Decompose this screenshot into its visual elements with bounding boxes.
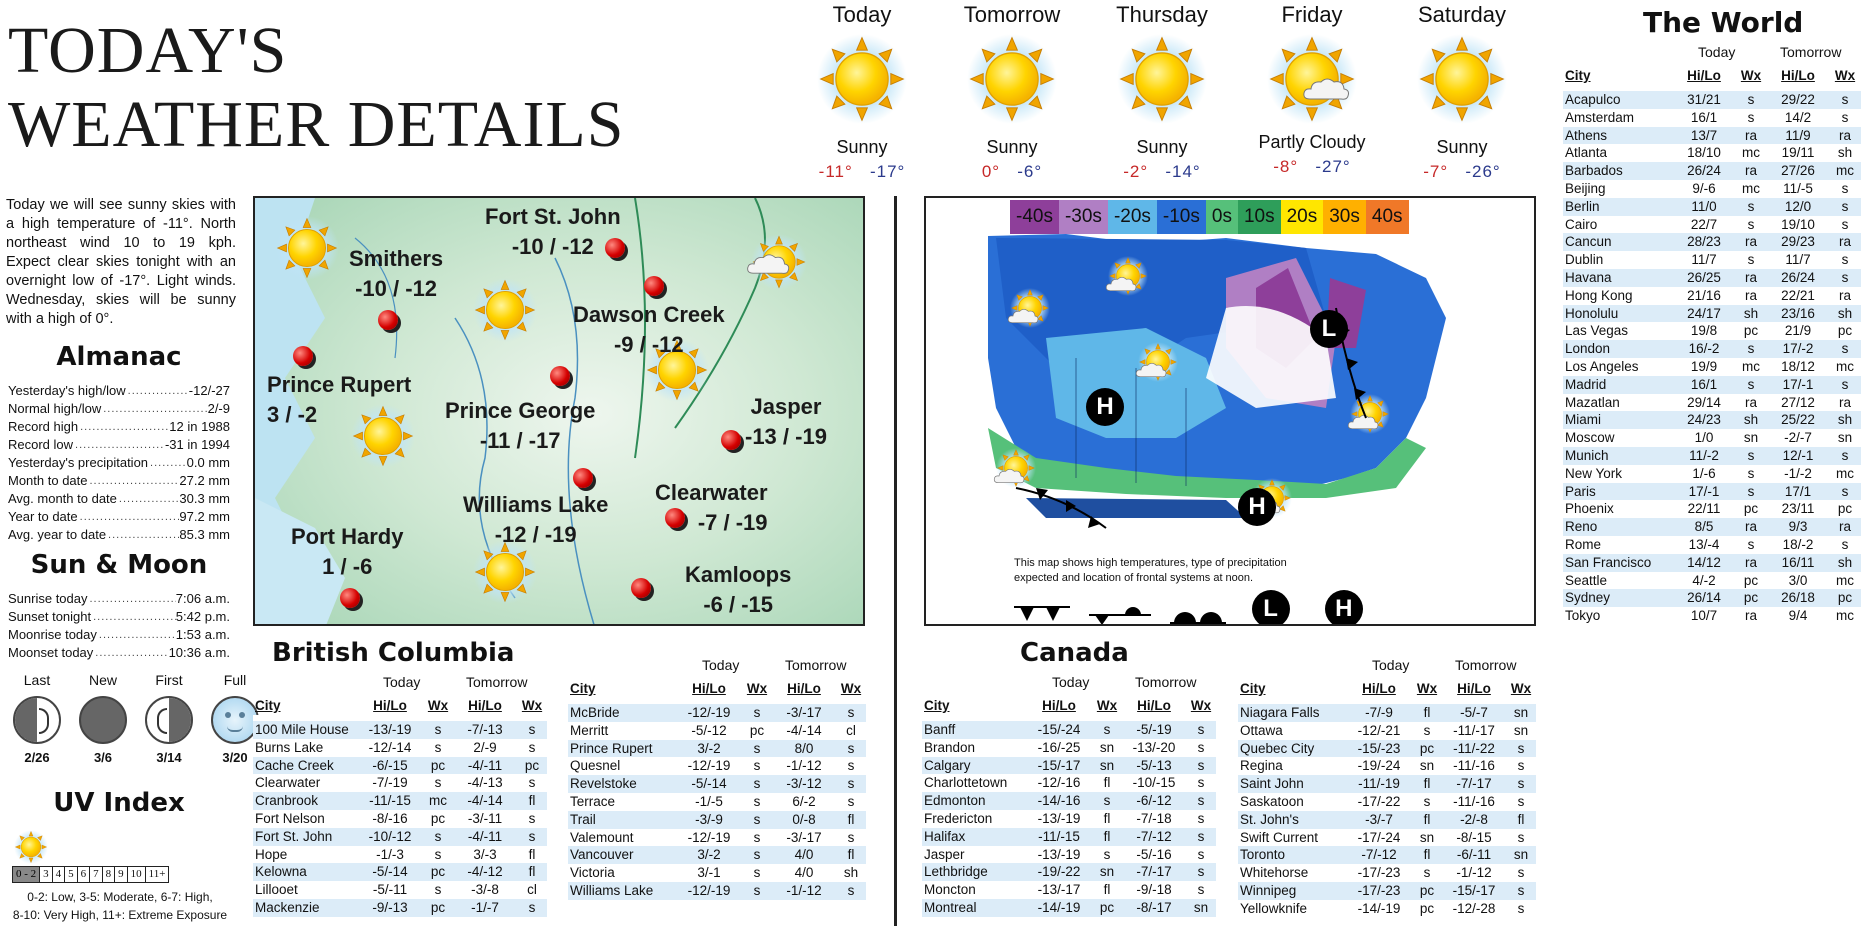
uv-legend: 0-2: Low, 3-5: Moderate, 6-7: High, 8-10: Very High, 11+: Extreme Exposure [12, 890, 228, 922]
legend-swatch: -30s [1059, 200, 1108, 234]
table-row: Moncton -13/-17 fl -9/-18 s [924, 882, 1205, 898]
forecast-condition: Sunny [1136, 137, 1188, 157]
weather-table: City Hi/Lo Wx Hi/Lo Wx Niagara Falls -7/-9 fl -5/-7 sn Ottawa -12/-21 s -11/-17 sn Quebec City -15/-23 pc -11/-22 s Regina -19/-24 sn -11/-16 s Saint John -11/-19 fl -7/-17 s Saskatoon -17/-22 s -11/-16 s St. John's -3/-7 fl -2/-8 fl Swift Current -17/-24 sn -8/-15 s Toronto -7/-12 fl -6/-11 sn Whitehorse -17/-23 s -1/-12 s Winnipeg -17/-23 pc -15/-17 s Yellowknife -14/-19 pc -12/-28 s [1238, 679, 1536, 918]
table-row: Mazatlan 29/14 ra 27/12 ra [1565, 394, 1851, 410]
sun-icon [1417, 34, 1507, 124]
cold-front-key [1012, 603, 1072, 626]
moon-phase-new: New 3/6 [76, 672, 130, 765]
table-row: Revelstoke -5/-14 s -3/-12 s [568, 775, 866, 793]
table-row: Hong Kong 21/16 ra 22/21 ra [1565, 287, 1851, 303]
table-row: Trail -3/-9 s 0/-8 fl [568, 811, 866, 829]
table-row: McBride -12/-19 s -3/-17 s [568, 704, 866, 722]
forecast-day [947, 2, 1077, 182]
table-row: Los Angeles 19/9 mc 18/12 mc [1565, 358, 1854, 374]
tomorrow-header: Tomorrow [1455, 657, 1517, 673]
sun-moon-heading: Sun & Moon [30, 550, 208, 580]
list-item: Year to date ..... 97.2 mm [8, 508, 230, 526]
partly-cloudy-icon [1267, 34, 1357, 124]
weather-table: City Hi/Lo Wx Hi/Lo Wx 100 Mile House -13/-19 s -7/-13 s Burns Lake -12/-14 s 2/-9 s Cache Creek -6/-15 pc -4/-11 pc Clearwater -7/-19 s -4/-13 s Cranbrook -11/-15 mc -4/-14 fl Fort Nelson -8/-16 pc -3/-11 s Fort St. John -10/-12 s -4/-11 s Hope -1/-3 s 3/-3 fl Kelowna -5/-14 pc -4/-12 fl Lillooet -5/-11 s -3/-8 cl Mackenzie -9/-13 pc -1/-7 s [253, 696, 547, 917]
uv-sun-icon [14, 830, 48, 864]
bc-label-port-hardy: Port Hardy 1 / -6 [291, 524, 404, 579]
forecast-condition: Sunny [1436, 137, 1488, 157]
table-row: Paris 17/-1 s 17/1 s [1563, 483, 1861, 501]
today-header: Today [1052, 674, 1090, 690]
table-row: Vancouver 3/-2 s 4/0 fl [568, 846, 866, 864]
table-row: Lethbridge -19/-22 sn -7/-17 s [922, 863, 1216, 881]
high-pressure-key: H [1314, 590, 1374, 626]
new-moon-icon [79, 696, 127, 744]
weather-table: City Hi/Lo Wx Hi/Lo Wx Banff -15/-24 s -5/-19 s Brandon -16/-25 sn -13/-20 s Calgary -15/-17 sn -5/-13 s Charlottetown -12/-16 fl -10/-15 s Edmonton -14/-16 s -6/-12 s Fredericton -13/-19 fl -7/-18 s Halifax -11/-15 fl -7/-12 s Jasper -13/-19 s -5/-16 s Lethbridge -19/-22 sn -7/-17 s Moncton -13/-17 fl -9/-18 s Montreal -14/-19 pc -8/-17 sn [922, 696, 1216, 917]
table-row: Yellowknife -14/-19 pc -12/-28 s [1240, 900, 1525, 916]
uv-scale-cell: 9 [115, 867, 128, 882]
table-row: Williams Lake -12/-19 s -1/-12 s [568, 882, 866, 900]
map-pin [378, 310, 398, 330]
british-columbia-heading: British Columbia [272, 638, 515, 668]
map-pin [644, 276, 664, 296]
table-row: Toronto -7/-12 fl -6/-11 sn [1238, 846, 1536, 864]
table-row: Fort St. John -10/-12 s -4/-11 s [253, 828, 547, 846]
list-item: Moonset today ..... 10:36 a.m. [8, 644, 230, 662]
list-item: Avg. year to date ..... 85.3 mm [8, 526, 230, 544]
table-row: Brandon -16/-25 sn -13/-20 s [924, 739, 1205, 755]
table-row: Edmonton -14/-16 s -6/-12 s [922, 792, 1216, 810]
table-row: Barbados 26/24 ra 27/26 mc [1563, 162, 1861, 180]
table-row: Phoenix 22/11 pc 23/11 pc [1565, 501, 1853, 517]
almanac-heading: Almanac [56, 342, 182, 372]
moon-phase-full: Full 3/20 [208, 672, 262, 765]
forecast-condition: Sunny [986, 137, 1038, 157]
moon-phases [10, 672, 262, 765]
world-heading: The World [1643, 6, 1804, 39]
sun-icon [817, 34, 907, 124]
table-row: Burns Lake -12/-14 s 2/-9 s [255, 739, 536, 755]
table-row: San Francisco 14/12 ra 16/11 sh [1563, 554, 1861, 572]
legend-swatch: 40s [1366, 200, 1409, 234]
column-divider [894, 196, 897, 926]
table-row: Banff -15/-24 s -5/-19 s [922, 721, 1216, 739]
last-quarter-moon-icon [13, 696, 61, 744]
almanac-list [8, 382, 230, 544]
canada-heading: Canada [1020, 638, 1129, 668]
tomorrow-header: Tomorrow [466, 674, 528, 690]
sun-icon [473, 278, 537, 342]
legend-swatch: 30s [1323, 200, 1366, 234]
table-row: Montreal -14/-19 pc -8/-17 sn [922, 899, 1216, 917]
forecast-temps: -7° -26° [1423, 162, 1501, 181]
table-row: Regina -19/-24 sn -11/-16 s [1240, 758, 1525, 774]
high-pressure-icon: H [1238, 488, 1276, 526]
bc-label-williams-lake: Williams Lake -12 / -19 [463, 492, 609, 547]
table-row: Miami 24/23 sh 25/22 sh [1563, 411, 1861, 429]
uv-scale-cell: 0 - 2 [13, 867, 40, 882]
table-row: Prince Rupert 3/-2 s 8/0 s [568, 740, 866, 758]
first-quarter-moon-icon [145, 696, 193, 744]
today-header: Today [702, 657, 740, 673]
full-moon-icon [211, 696, 259, 744]
table-row: 100 Mile House -13/-19 s -7/-13 s [253, 721, 547, 739]
bc-label-jasper: Jasper -13 / -19 [745, 394, 827, 449]
table-row: Niagara Falls -7/-9 fl -5/-7 sn [1238, 704, 1536, 722]
table-row: Saint John -11/-19 fl -7/-17 s [1238, 775, 1536, 793]
bc-label-prince-rupert: Prince Rupert 3 / -2 [267, 372, 412, 427]
uv-scale-cell: 5 [65, 867, 78, 882]
uv-scale-cell: 7 [90, 867, 103, 882]
warm-front-key [1168, 603, 1228, 626]
table-row: Ottawa -12/-21 s -11/-17 sn [1240, 722, 1529, 738]
table-row: Reno 8/5 ra 9/3 ra [1563, 518, 1861, 536]
table-row: Halifax -11/-15 fl -7/-12 s [922, 828, 1216, 846]
map-pin [340, 588, 360, 608]
forecast-temps: -11° -17° [818, 162, 906, 181]
table-row: Jasper -13/-19 s -5/-16 s [924, 846, 1205, 862]
legend-swatch: -20s [1108, 200, 1157, 234]
table-row: Quesnel -12/-19 s -1/-12 s [570, 758, 855, 774]
table-row: Havana 26/25 ra 26/24 s [1563, 269, 1861, 287]
table-row: Cairo 22/7 s 19/10 s [1565, 216, 1849, 232]
page-title: TODAY'S WEATHER DETAILS [8, 14, 625, 161]
today-header: Today [383, 674, 421, 690]
legend-swatch: -40s [1010, 200, 1059, 234]
forecast-day [1097, 2, 1227, 182]
forecast-day [797, 2, 927, 182]
table-row: Munich 11/-2 s 12/-1 s [1563, 447, 1861, 465]
bc-label-dawson-creek: Dawson Creek -9 / -12 [573, 302, 725, 357]
list-item: Month to date ..... 27.2 mm [8, 472, 230, 490]
table-row: Cache Creek -6/-15 pc -4/-11 pc [253, 757, 547, 775]
sun-icon [967, 34, 1057, 124]
table-row: Quebec City -15/-23 pc -11/-22 s [1238, 740, 1536, 758]
front-legend [1012, 590, 1374, 626]
table-row: Whitehorse -17/-23 s -1/-12 s [1240, 865, 1525, 881]
forecast-day-label: Today [832, 2, 892, 27]
table-row: Saskatoon -17/-22 s -11/-16 s [1240, 793, 1525, 809]
uv-scale-cell: 6 [78, 867, 91, 882]
today-header: Today [1372, 657, 1410, 673]
uv-scale-cell: 10 [128, 867, 146, 882]
table-row: New York 1/-6 s -1/-2 mc [1565, 465, 1854, 481]
uv-scale-cell: 3 [40, 867, 53, 882]
uv-scale [12, 866, 169, 883]
weather-table: City Hi/Lo Wx Hi/Lo Wx McBride -12/-19 s -3/-17 s Merritt -5/-12 pc -4/-14 cl Prince Rupert 3/-2 s 8/0 s Quesnel -12/-19 s -1/-12 s Revelstoke -5/-14 s -3/-12 s Terrace -1/-5 s 6/-2 s Trail -3/-9 s 0/-8 fl Valemount -12/-19 s -3/-17 s Vancouver 3/-2 s 4/0 fl Victoria 3/-1 s 4/0 sh Williams Lake -12/-19 s -1/-12 s [568, 679, 866, 900]
legend-swatch: -10s [1157, 200, 1206, 234]
table-row: Moscow 1/0 sn -2/-7 sn [1565, 430, 1853, 446]
table-row: Swift Current -17/-24 sn -8/-15 s [1240, 829, 1525, 845]
table-row: Hope -1/-3 s 3/-3 fl [255, 846, 536, 862]
forecast-day [1247, 2, 1377, 177]
table-row: Victoria 3/-1 s 4/0 sh [570, 865, 859, 881]
table-row: Berlin 11/0 s 12/0 s [1563, 198, 1861, 216]
partly-cloudy-icon [745, 234, 815, 290]
map-pin [631, 578, 651, 598]
table-row: Beijing 9/-6 mc 11/-5 s [1565, 180, 1849, 196]
map-pin [293, 346, 313, 366]
table-row: Cancun 28/23 ra 29/23 ra [1563, 233, 1861, 251]
table-row: Kelowna -5/-14 pc -4/-12 fl [253, 863, 547, 881]
forecast-condition: Sunny [836, 137, 888, 157]
table-row: London 16/-2 s 17/-2 s [1563, 340, 1861, 358]
canada-map [924, 196, 1536, 626]
british-columbia-map [253, 196, 865, 626]
table-row: Honolulu 24/17 sh 23/16 sh [1563, 305, 1861, 323]
forecast-day-label: Saturday [1417, 2, 1507, 27]
table-row: Amsterdam 16/1 s 14/2 s [1565, 109, 1849, 125]
map-pin [573, 468, 593, 488]
list-item: Sunset tonight ..... 5:42 p.m. [8, 608, 230, 626]
list-item: Yesterday's precipitation ..... 0.0 mm [8, 454, 230, 472]
table-row: Tokyo 10/7 ra 9/4 mc [1565, 608, 1854, 624]
table-row: Merritt -5/-12 pc -4/-14 cl [570, 722, 856, 738]
low-pressure-key: L [1242, 590, 1300, 626]
map-pin [721, 430, 741, 450]
table-row: Charlottetown -12/-16 fl -10/-15 s [924, 775, 1205, 791]
table-row: Winnipeg -17/-23 pc -15/-17 s [1238, 882, 1536, 900]
table-row: Terrace -1/-5 s 6/-2 s [570, 793, 855, 809]
table-row: Lillooet -5/-11 s -3/-8 cl [255, 882, 537, 898]
sun-moon-list [8, 590, 230, 662]
table-row: Dublin 11/7 s 11/7 s [1565, 252, 1849, 268]
table-row: Fort Nelson -8/-16 pc -3/-11 s [255, 810, 536, 826]
legend-swatch: 10s [1238, 200, 1281, 234]
table-row: Sydney 26/14 pc 26/18 pc [1563, 589, 1861, 607]
map-note: This map shows high temperatures, type of precipitation expected and location of frontal systems at noon. [1014, 557, 1287, 584]
legend-swatch: 0s [1206, 200, 1238, 234]
table-row: Clearwater -7/-19 s -4/-13 s [255, 775, 536, 791]
tomorrow-header: Tomorrow [785, 657, 847, 673]
table-row: Las Vegas 19/8 pc 21/9 pc [1565, 323, 1853, 339]
list-item: Record high ..... 12 in 1988 [8, 418, 230, 436]
list-item: Normal high/low ..... 2/-9 [8, 400, 230, 418]
list-item: Avg. month to date ..... 30.3 mm [8, 490, 230, 508]
table-row: Fredericton -13/-19 fl -7/-18 s [924, 810, 1205, 826]
sun-icon [1117, 34, 1207, 124]
table-row: Valemount -12/-19 s -3/-17 s [570, 829, 855, 845]
list-item: Record low ..... -31 in 1994 [8, 436, 230, 454]
forecast-temps: 0° -6° [981, 162, 1043, 181]
table-row: Madrid 16/1 s 17/-1 s [1563, 376, 1861, 394]
table-row: Calgary -15/-17 sn -5/-13 s [922, 757, 1216, 775]
table-row: Rome 13/-4 s 18/-2 s [1565, 536, 1849, 552]
list-item: Yesterday's high/low ..... -12/-27 [8, 382, 230, 400]
table-row: Seattle 4/-2 pc 3/0 mc [1565, 572, 1854, 588]
sun-icon [275, 216, 339, 280]
high-pressure-icon: H [1086, 388, 1124, 426]
table-row: Athens 13/7 ra 11/9 ra [1563, 127, 1861, 145]
table-row: Mackenzie -9/-13 pc -1/-7 s [253, 899, 547, 917]
list-item: Sunrise today ..... 7:06 a.m. [8, 590, 230, 608]
table-row: Cranbrook -11/-15 mc -4/-14 fl [253, 792, 547, 810]
forecast-condition: Partly Cloudy [1258, 132, 1366, 152]
forecast-day-label: Tomorrow [963, 2, 1061, 27]
weather-summary: Today we will see sunny skies with a high temperature of -11°. North northeast wind 10 to 19 kph. Expect clear skies tonight with an overnight low of -17°. Light winds. Wednesday, skies will be sunny with a high of 0°. [6, 197, 236, 327]
forecast-temps: -2° -14° [1123, 162, 1201, 181]
today-header: Today [1698, 44, 1736, 60]
legend-swatch: 20s [1281, 200, 1324, 234]
table-row: Atlanta 18/10 mc 19/11 sh [1565, 145, 1853, 161]
table-row: St. John's -3/-7 fl -2/-8 fl [1238, 811, 1536, 829]
forecast-day [1397, 2, 1527, 182]
moon-phase-first: First 3/14 [142, 672, 196, 765]
map-pin [550, 366, 570, 386]
low-pressure-icon: L [1310, 310, 1348, 348]
uv-scale-cell: 8 [103, 867, 116, 882]
forecast-temps: -8° -27° [1273, 157, 1351, 176]
table-row: Acapulco 31/21 s 29/22 s [1563, 91, 1861, 109]
uv-scale-cell: 4 [53, 867, 66, 882]
bc-label-prince-george: Prince George -11 / -17 [445, 398, 596, 453]
uv-heading: UV Index [53, 788, 185, 818]
tomorrow-header: Tomorrow [1780, 44, 1842, 60]
uv-scale-cell: 11+ [146, 867, 169, 882]
stationary-front-key [1086, 603, 1154, 626]
forecast-day-label: Thursday [1116, 2, 1208, 27]
weather-table: City Hi/Lo Wx Hi/Lo Wx Acapulco 31/21 s 29/22 s Amsterdam 16/1 s 14/2 s Athens 13/7 ra 11/9 ra Atlanta 18/10 mc 19/11 sh Barbados 26/24 ra 27/26 mc Beijing 9/-6 mc 11/-5 s Berlin 11/0 s 12/0 s Cairo 22/7 s 19/10 s Cancun 28/23 ra 29/23 ra Dublin 11/7 s 11/7 s Havana 26/25 ra 26/24 s Hong Kong 21/16 ra 22/21 ra Honolulu 24/17 sh 23/16 sh Las Vegas 19/8 pc 21/9 pc London 16/-2 s 17/-2 s Los Angeles 19/9 mc 18/12 mc Madrid 16/1 s 17/-1 s Mazatlan 29/14 ra 27/12 ra Miami 24/23 sh 25/22 sh Moscow 1/0 sn -2/-7 sn Munich 11/-2 s 12/-1 s New York 1/-6 s -1/-2 mc Paris 17/-1 s 17/1 s Phoenix 22/11 pc 23/11 pc Reno 8/5 ra 9/3 ra Rome 13/-4 s 18/-2 s San Francisco 14/12 ra 16/11 sh Seattle 4/-2 pc 3/0 mc Sydney 26/14 pc 26/18 pc Tokyo 10/7 ra 9/4 mc [1563, 66, 1861, 625]
bc-label-smithers: Smithers -10 / -12 [349, 246, 444, 301]
bc-label-fort-st-john: Fort St. John -10 / -12 [485, 204, 621, 259]
forecast-day-label: Friday [1281, 2, 1343, 27]
moon-phase-last: Last 2/26 [10, 672, 64, 765]
list-item: Moonrise today ..... 1:53 a.m. [8, 626, 230, 644]
bc-label-clearwater: Clearwater -7 / -19 [655, 480, 768, 535]
bc-label-kamloops: Kamloops -6 / -15 [685, 562, 792, 617]
tomorrow-header: Tomorrow [1135, 674, 1197, 690]
